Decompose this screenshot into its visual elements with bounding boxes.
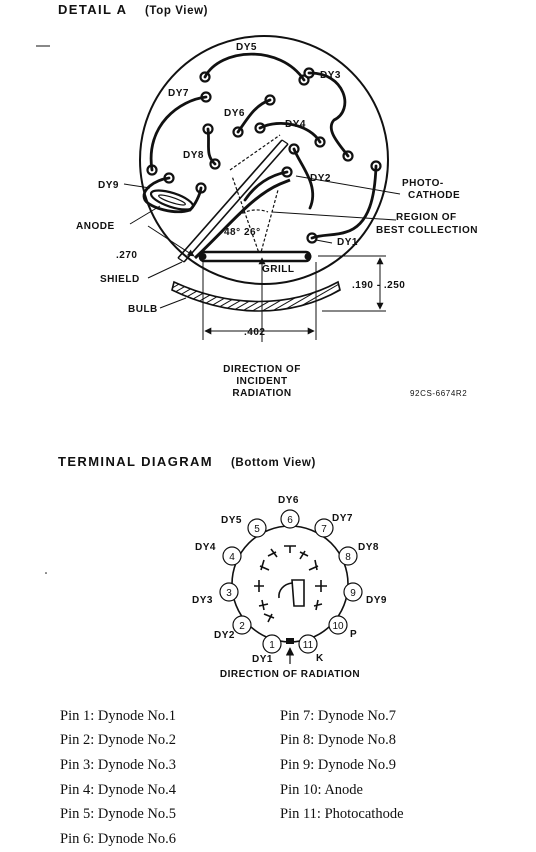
pin-entry: Pin 10: Anode	[280, 781, 363, 798]
label-dy9: DY9	[98, 180, 119, 191]
label-region-1: REGION OF	[396, 212, 457, 223]
inner-dynode-symbols	[254, 546, 327, 622]
pin-entry: Pin 7: Dynode No.7	[280, 707, 396, 724]
pin-5-number: 5	[254, 524, 260, 535]
tlabel-dy1: DY1	[252, 654, 273, 665]
pin-entry: Pin 11: Photocathode	[280, 806, 404, 823]
terminal-view: (Bottom View)	[231, 457, 316, 469]
label-dy6: DY6	[224, 108, 245, 119]
pin-list-row	[60, 729, 500, 754]
terminal-title: TERMINAL DIAGRAM	[58, 454, 214, 469]
pin-8-number: 8	[345, 552, 351, 563]
label-dy5: DY5	[236, 42, 257, 53]
label-direction-1: DIRECTION OF	[223, 364, 301, 375]
pin-entry: Pin 6: Dynode No.6	[60, 830, 176, 847]
pin-list-row	[60, 753, 500, 778]
tlabel-dy2: DY2	[214, 630, 235, 641]
detail-title: DETAIL A	[58, 2, 128, 17]
label-dy1: DY1	[337, 237, 358, 248]
tlabel-dy7: DY7	[332, 513, 353, 524]
tlabel-dy4: DY4	[195, 542, 216, 553]
pin-entry: Pin 2: Dynode No.2	[60, 732, 176, 749]
pin-entry: Pin 8: Dynode No.8	[280, 732, 396, 749]
dynode-curves	[144, 54, 376, 238]
pin-list-row	[60, 827, 500, 852]
label-photocathode-1: PHOTO-	[402, 178, 444, 189]
pin-7-number: 7	[321, 524, 327, 535]
label-dy3: DY3	[320, 70, 341, 81]
label-dy2: DY2	[310, 173, 331, 184]
label-photocathode-2: CATHODE	[408, 190, 461, 201]
pin-6-number: 6	[287, 515, 293, 526]
pin-list	[60, 704, 500, 852]
label-dy7: DY7	[168, 88, 189, 99]
tlabel-k: K	[316, 653, 324, 664]
detail-view: (Top View)	[145, 5, 209, 17]
pin-1-number: 1	[269, 640, 275, 651]
dynode-9-lead	[190, 188, 201, 210]
pin-10-number: 10	[332, 621, 344, 632]
label-dy8: DY8	[183, 150, 204, 161]
drawing-number: 92CS-6674R2	[410, 389, 468, 398]
pin-3-number: 3	[226, 588, 232, 599]
pin-9-number: 9	[350, 588, 356, 599]
terminal-direction-label: DIRECTION OF RADIATION	[219, 669, 361, 680]
pin-2-number: 2	[239, 621, 245, 632]
label-dim-190: .190 - .250	[352, 280, 406, 291]
tlabel-p: P	[350, 629, 358, 640]
label-grill: GRILL	[262, 264, 295, 275]
label-bulb: BULB	[128, 304, 158, 315]
pin-entry: Pin 3: Dynode No.3	[60, 756, 176, 773]
pin-11-number: 11	[302, 640, 314, 651]
terminal-section	[45, 454, 387, 680]
pin-4-number: 4	[229, 552, 235, 563]
key-slot	[286, 638, 294, 644]
label-dim-270: .270	[116, 250, 138, 261]
pin-entry: Pin 5: Dynode No.5	[60, 806, 176, 823]
stray-dot	[45, 572, 47, 574]
pin-list-row	[60, 802, 500, 827]
tlabel-dy9: DY9	[366, 595, 387, 606]
label-shield: SHIELD	[100, 274, 140, 285]
dynode-5-curve	[205, 54, 304, 80]
label-direction-2: INCIDENT	[236, 376, 288, 387]
label-dy4: DY4	[285, 119, 306, 130]
photocathode-plate	[195, 180, 290, 258]
pin-list-row	[60, 704, 500, 729]
label-angle-48: 48°	[224, 227, 241, 238]
label-dim-402: .402	[244, 327, 266, 338]
pin-entry: Pin 9: Dynode No.9	[280, 756, 396, 773]
tlabel-dy3: DY3	[192, 595, 213, 606]
label-direction-3: RADIATION	[232, 388, 292, 399]
pin-entry: Pin 1: Dynode No.1	[60, 707, 176, 724]
label-region-2: BEST COLLECTION	[376, 225, 478, 236]
label-anode: ANODE	[76, 221, 115, 232]
tlabel-dy6: DY6	[278, 495, 299, 506]
pin-entry: Pin 4: Dynode No.4	[60, 781, 176, 798]
label-angle-26: 26°	[244, 227, 261, 238]
tlabel-dy8: DY8	[358, 542, 379, 553]
pin-list-row	[60, 778, 500, 803]
grill-bar	[200, 252, 310, 261]
tlabel-dy5: DY5	[221, 515, 242, 526]
anode-loop	[149, 187, 195, 214]
bulb-wall	[172, 282, 340, 311]
detail-a-section	[36, 2, 478, 399]
